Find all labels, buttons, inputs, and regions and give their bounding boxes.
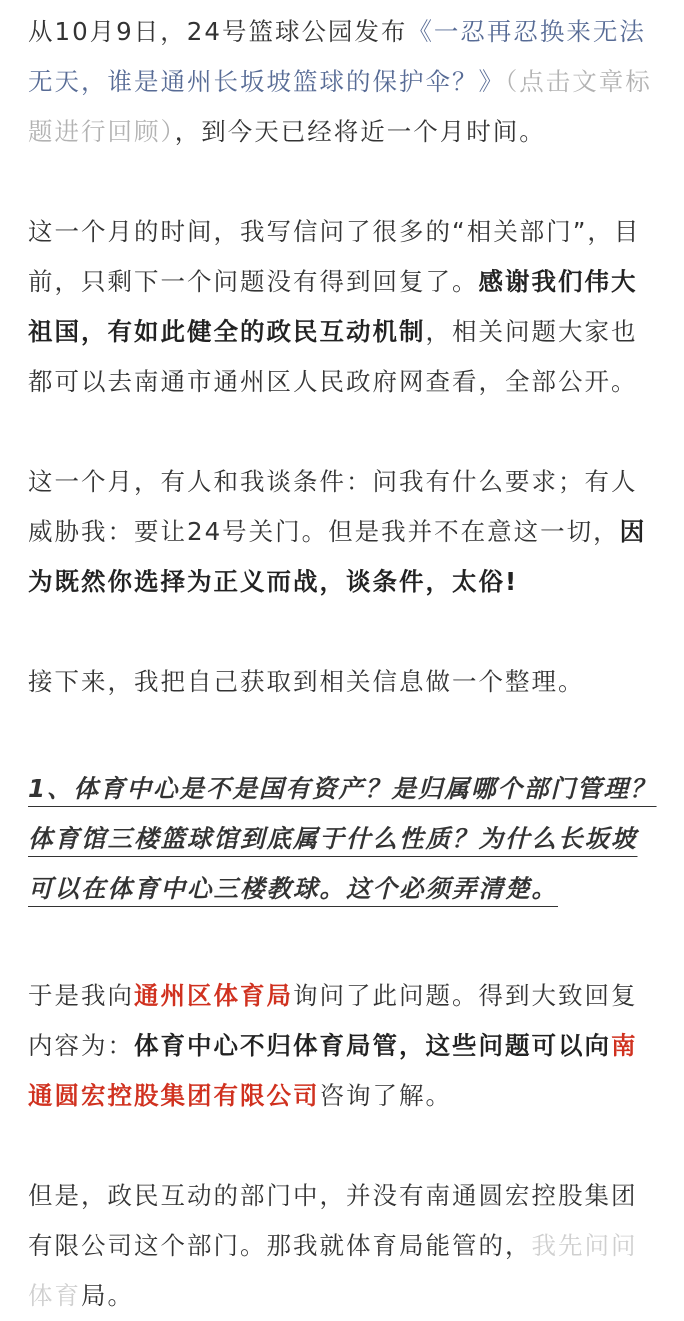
question-text: 1、体育中心是不是国有资产？是归属哪个部门管理？体育馆三楼篮球馆到底属于什么性质？为什么长坂坡可以在体育中心三楼教球。这个必须弄清楚。: [28, 774, 657, 903]
company-highlight: 南通圆宏控股集团有限公司: [28, 1031, 638, 1110]
intro-text: 从10月9日，24号篮球公园发布: [28, 17, 408, 46]
paragraph-gap: [28, 607, 658, 657]
paragraph-gap: [28, 157, 658, 207]
intro-text-end: ，到今天已经将近一个月时间。: [174, 117, 546, 146]
conditions-bold-text: 因为既然你选择为正义而战，谈条件，太俗!: [28, 517, 647, 596]
paragraph-gap: [28, 1121, 658, 1171]
however-text-end: 局。: [81, 1281, 134, 1310]
month-text: 这一个月的时间，我写信问了很多的“相关部门”，目前，只剩下一个问题没有得到回复了。: [28, 217, 641, 296]
paragraph-question: [28, 764, 658, 914]
sports-bureau-highlight: 通州区体育局: [134, 981, 293, 1010]
reply-text: 于是我向: [28, 981, 134, 1010]
paragraph-reply: [28, 971, 658, 1121]
next-text: 接下来，我把自己获取到相关信息做一个整理。: [28, 667, 585, 696]
conditions-text: 这一个月，有人和我谈条件：问我有什么要求；有人威胁我：要让24号关门。但是我并不在意这一切，: [28, 467, 638, 546]
paragraph-however: [28, 1171, 658, 1321]
watermark-text: 我先问问体育: [28, 1231, 638, 1310]
paragraph-next: [28, 657, 658, 707]
paragraph-intro: [28, 7, 658, 157]
article-body: [28, 7, 658, 1321]
paragraph-gap: [28, 707, 658, 764]
however-text: 但是，政民互动的部门中，并没有南通圆宏控股集团有限公司这个部门。那我就体育局能管的，: [28, 1181, 638, 1260]
reply-bold-text: 体育中心不归体育局管，这些问题可以向: [134, 1031, 611, 1060]
paragraph-gap: [28, 407, 658, 457]
article-title-link[interactable]: 《一忍再忍换来无法无天，谁是通州长坂坡篮球的保护伞？》: [28, 17, 646, 96]
paragraph-conditions: [28, 457, 658, 607]
review-hint: （点击文章标题进行回顾）: [28, 67, 652, 146]
reply-text-mid: 询问了此问题。得到大致回复内容为：: [28, 981, 638, 1060]
paragraph-gap: [28, 914, 658, 971]
month-text-end: ，相关问题大家也都可以去南通市通州区人民政府网查看，全部公开。: [28, 317, 638, 396]
month-bold-text: 感谢我们伟大祖国，有如此健全的政民互动机制: [28, 267, 638, 346]
reply-text-end: 咨询了解。: [319, 1081, 452, 1110]
paragraph-month: [28, 207, 658, 407]
